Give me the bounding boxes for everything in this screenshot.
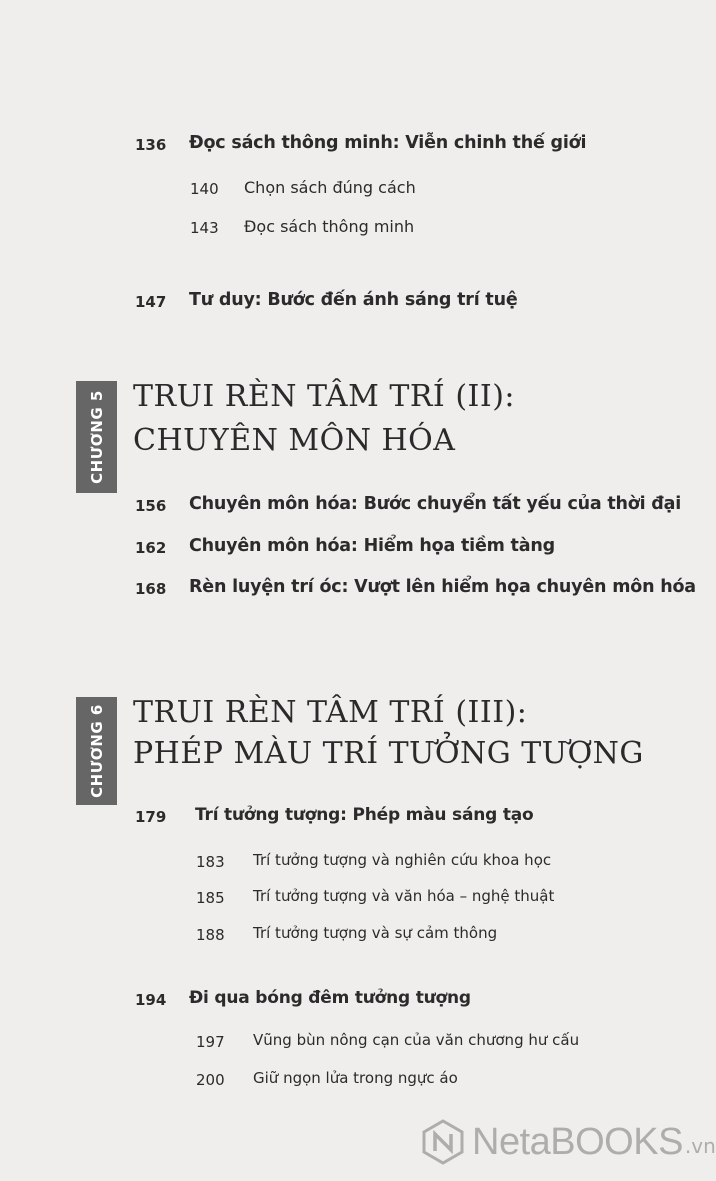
entry-title: Chuyên môn hóa: Bước chuyển tất yếu của thời đại [189,494,682,514]
entry-title: Rèn luyện trí óc: Vượt lên hiểm họa chuyên môn hóa [189,577,696,597]
entry-title: Trí tưởng tượng và nghiên cứu khoa học [253,851,552,869]
entry-title: Vũng bùn nông cạn của văn chương hư cấu [253,1031,580,1049]
entry-title: Tư duy: Bước đến ánh sáng trí tuệ [189,290,518,310]
page-number: 197 [196,1033,225,1051]
page-number: 136 [135,136,167,154]
page-number: 185 [196,889,225,907]
entry-title: Trí tưởng tượng và sự cảm thông [253,924,498,942]
entry-title: Đi qua bóng đêm tưởng tượng [189,988,471,1008]
page-number: 147 [135,293,167,311]
netabooks-watermark [420,1118,716,1166]
page-number: 188 [196,926,225,944]
watermark-brand: NetaBOOKS [472,1120,683,1163]
page-number: 179 [135,808,167,826]
chapter-title-line1: TRUI RÈN TÂM TRÍ (II): [133,379,516,414]
netabooks-logo-icon [420,1119,466,1165]
page-number: 183 [196,853,225,871]
entry-title: Chọn sách đúng cách [244,178,416,197]
watermark-suffix: .vn [684,1134,716,1158]
page-number: 140 [190,180,219,198]
chapter-title-line2: PHÉP MÀU TRÍ TƯỞNG TƯỢNG [133,736,644,771]
entry-title: Trí tưởng tượng: Phép màu sáng tạo [195,805,534,825]
entry-title: Trí tưởng tượng và văn hóa – nghệ thuật [253,887,555,905]
bleed-through-text [150,95,158,129]
entry-title: Giữ ngọn lửa trong ngực áo [253,1069,458,1087]
chapter-tab: CHƯƠNG 5 [76,381,117,493]
chapter-title-line2: CHUYÊN MÔN HÓA [133,423,456,458]
page-number: 200 [196,1071,225,1089]
entry-title: Đọc sách thông minh [244,217,415,236]
entry-title: Chuyên môn hóa: Hiểm họa tiềm tàng [189,536,555,556]
page-number: 162 [135,539,167,557]
chapter-tab: CHƯƠNG 6 [76,697,117,805]
page-number: 156 [135,497,167,515]
page-number: 168 [135,580,167,598]
page-number: 143 [190,219,219,237]
page-number: 194 [135,991,167,1009]
chapter-title-line1: TRUI RÈN TÂM TRÍ (III): [133,695,528,730]
entry-title: Đọc sách thông minh: Viễn chinh thế giới [189,133,587,153]
